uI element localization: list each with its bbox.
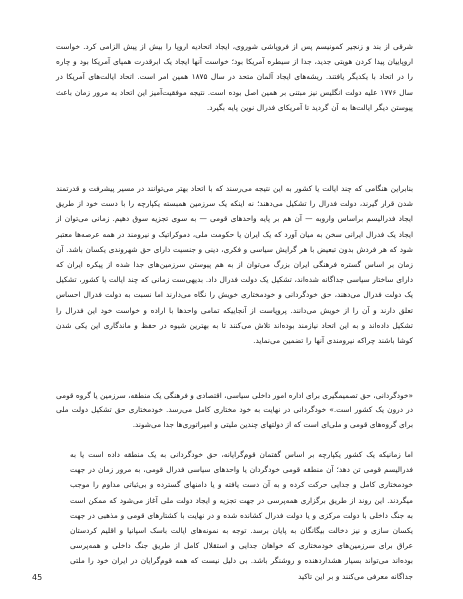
paragraph-2: بنابراین هنگامی که چند ایالت یا کشور به این نتیجه می‌رسند که با اتحاد بهتر می‌توانند در مسیر پیشرفت و قدرتمند شدن قرار گیرند، دولت فدرال را تشکیل می‌دهند؛ نه اینکه یک سرزمین همبسته یکپارچه را با دست خود از طریق ایجاد فدرالیسم براساس واروبه — آن هم بر پایه واحدهای قومی — به سوی تجزیه سوق دهیم. زمانی می‌توان از ایجاد یک فدرال ایرانی سخن به میان آورد که یک ایران یا حکومت ملی، دموکراتیک و نیرومند در همه عرصه‌ها معتبر شود که هر فردش بدون تبعیض با هر گرایش سیاسی و فکری، دینی و جنسیت دارای حق شهروندی یکسان باشد. آن زمان بر اساس گستره فرهنگی ایران بزرگ می‌توان از به هم پیوستن سرزمین‌های جدا شده از پیکره ایران که دارای ساختار سیاسی جداگانه شده‌اند، تشکیل یک دولت فدرال داد. بدیهی‌ست زمانی که چند ایالت یا کشور، تشکیل یک دولت فدرال می‌دهند، حق خودگردانی و خودمختاری خویش را نگاه می‌دارند اما نسبت به دولت فدرال احساس تعلق دارند و آن را از خویش می‌دانند. پروپاست از آنجاییکه تمامی واحدها با اراده و خواست خود این فدرال را تشکیل داده‌اند و به این اتحاد نیازمند بوده‌اند تلاش می‌کنند تا به بهترین شیوه در حفظ و ماندگاری این یکی شدن کوشا باشند چراکه نیرومندی آنها را تضمین می‌نماید. xyxy=(56,184,413,346)
page-number: 45 xyxy=(32,573,43,582)
paragraph-1: شرقی از بند و زنجیر کمونیسم پس از فروپاشی شوروی، ایجاد اتحادیه اروپا را بیش از پیش الزامی کرد. خواست اروپاییان پیدا کردن هویتی جدید، جدا از سیطره آمریکا بود؛ خواست آنها ایجاد یک ابرقدرت همپای آمریکا بود و چاره را در اتحاد با یکدیگر یافتند. ریشه‌های ایجاد آلمان متحد در سال ۱۸۷۵ همین امر است. اتحاد ایالت‌های آمریکا در سال ۱۷۷۶ علیه دولت انگلیس نیز مبتنی بر همین اصل بوده است. نتیجه موفقیت‌آمیز این اتحاد به مرور زمان باعث پیوستن دیگر ایالت‌ها به آن گردید تا آمریکای فدرال نوین پایه بگیرد. xyxy=(56,42,413,112)
paragraph-closing: اما زمانیکه یک کشور یکپارچه بر اساس گفتمان قوم‌گرایانه، حق خودگردانی به یک منطقه داده است یا به فدرالیسم قومی تن دهد؛ آن منطقه قومی خودگردان یا واحدهای سیاسی فدرال قومی، به مرور زمان در جهت خودمختاری کامل و جدایی حرکت کرده و به آن دست یافته و یا دامنهای گسترده و بی‌ثباتی مداوم را موجب میگردند. این روند از طریق برگزاری همه‌پرسی در جهت تجزیه و ایجاد دولت ملی آغاز می‌شود که ممکن است به جنگ داخلی با دولت مرکزی و یا دولت فدرال کشانده شده و در نهایت با کشتارهای قومی و مذهبی در جهت یکسان سازی و نیز دخالت بیگانگان به پایان برسد. توجه به نمونه‌های ایالت باسک اسپانیا و اقلیم کردستان عراق برای سرزمین‌های خودمختاری که خواهان جدایی و استقلال کامل از طریق جنگ داخلی و همه‌پرسی بوده‌اند می‌تواند بسیار هشداردهنده و روشنگر باشد. بی دلیل نیست که همه قوم‌گرایان در ایران خود را ملتی جداگانه معرفی می‌کنند و بر این تاکید xyxy=(70,450,413,581)
quote-paragraph: «خودگردانی، حق تصمیمگیری برای اداره امور داخلی سیاسی، اقتصادی و فرهنگی یک منطقه، سرزمین یا گروه قومی در درون یک کشور است.» خودگردانی در نهایت به خود مختاری کامل می‌رسد. خودمختاری حق تشکیل دولت ملی برای گروه‌های قومی و ملی‌ای است که از دولتهای چندین ملیتی و امپراتوری‌ها جدا می‌شوند. xyxy=(56,391,413,429)
